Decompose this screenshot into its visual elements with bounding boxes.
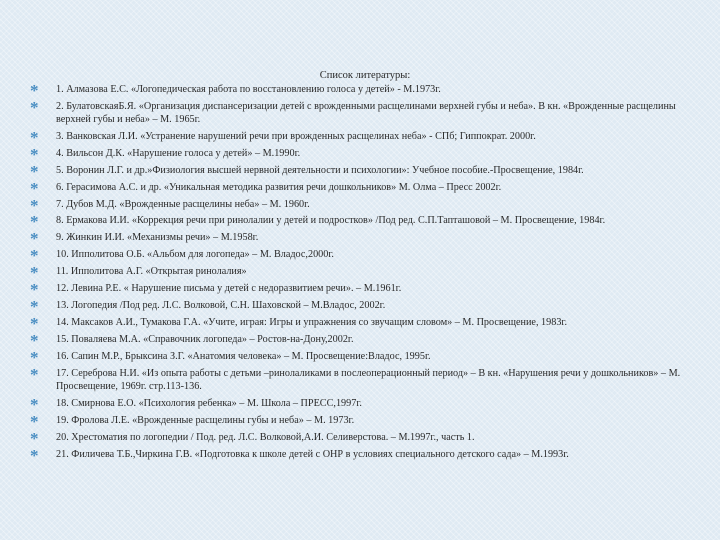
reference-text: 4. Вильсон Д.К. «Нарушение голоса у детей» – М.1990г. <box>56 147 301 159</box>
bullet-icon: * <box>30 297 39 317</box>
reference-text: 13. Логопедия /Под ред. Л.С. Волковой, С.Н. Шаховской – М.Владос, 2002г. <box>56 300 386 312</box>
bullet-icon: * <box>30 348 39 368</box>
reference-text: 5. Воронин Л.Г. и др.»Физиология высшей нервной деятельности и психологии»: Учебное пособие.-Просвещение, 1984г. <box>56 164 584 176</box>
bullet-icon: * <box>30 263 39 283</box>
list-item <box>30 348 712 368</box>
reference-text: 11. Ипполитова А.Г. «Открытая ринолалия» <box>56 266 247 278</box>
reference-text: 1. Алмазова Е.С. «Логопедическая работа по восстановлению голоса у детей» - М.1973г. <box>56 84 441 95</box>
bullet-icon: * <box>30 144 39 164</box>
reference-text: 7. Дубов М.Д. «Врожденные расщелины неба» – М. 1960г. <box>56 198 310 210</box>
list-item <box>30 445 712 465</box>
list-item <box>30 195 712 215</box>
bullet-icon: * <box>30 331 39 351</box>
bullet-icon: * <box>30 365 39 385</box>
reference-text: 10. Ипполитова О.Б. «Альбом для логопеда» – М. Владос,2000г. <box>56 249 334 261</box>
bullet-icon: * <box>30 411 39 431</box>
bullet-icon: * <box>30 178 39 198</box>
list-item <box>30 428 712 448</box>
list-item <box>30 161 712 181</box>
bullet-icon: * <box>30 428 39 448</box>
list-item <box>30 331 712 351</box>
page-title: Список литературы: <box>319 70 411 81</box>
list-item <box>30 97 712 126</box>
bullet-icon: * <box>30 229 39 249</box>
list-item <box>30 229 712 249</box>
list-item <box>30 144 712 164</box>
list-item <box>30 280 712 300</box>
list-item <box>30 365 712 393</box>
bullet-icon: * <box>30 445 39 465</box>
bullet-icon: * <box>30 97 39 117</box>
list-item <box>30 81 712 100</box>
list-item <box>30 127 712 147</box>
reference-text: 6. Герасимова А.С. и др. «Уникальная методика развития речи дошкольников» М. Олма – Пресс 2002г. <box>56 181 502 193</box>
reference-text: 16. Сапин М.Р., Брыксина З.Г. «Анатомия человека» – М. Просвещение:Владос, 1995г. <box>56 351 431 363</box>
reference-text: 21. Филичева Т.Б.,Чиркина Г.В. «Подготовка к школе детей с ОНР в условиях специального детского сада» – М.1993г. <box>56 448 569 460</box>
bullet-icon: * <box>30 246 39 266</box>
reference-text: 18. Смирнова Е.О. «Психология ребенка» – М. Школа – ПРЕСС,1997г. <box>56 397 362 409</box>
list-item <box>30 394 712 414</box>
bullet-icon: * <box>30 161 39 181</box>
bullet-icon: * <box>30 212 39 232</box>
bullet-icon: * <box>30 127 39 147</box>
list-item <box>30 263 712 283</box>
list-item <box>30 411 712 431</box>
reference-list <box>30 81 712 466</box>
reference-text: 2. БулатовскаяБ.Я. «Организация диспансеризации детей с врожденными расщелинами верхней губы и неба». В кн. «Врожденные расщелины верхней губы и неба» – М. 1965г. <box>56 100 676 125</box>
reference-text: 17. Сереброва Н.И. «Из опыта работы с детьми –ринолаликами в послеоперационный период» – В кн. «Нарушения речи у дошкольников» – М. Просвещение, 1969г. стр.113-136. <box>56 368 681 392</box>
bullet-icon: * <box>30 394 39 414</box>
bullet-icon: * <box>30 280 39 300</box>
reference-text: 20. Хрестоматия по логопедии / Под. ред. Л.С. Волковой,А.И. Селиверстова. – М.1997г., часть 1. <box>56 431 475 443</box>
reference-text: 14. Максаков А.И., Тумакова Г.А. «Учите, играя: Игры и упражнения со звучащим словом» – М. Просвещение, 1983г. <box>56 317 568 329</box>
list-item <box>30 297 712 317</box>
list-item <box>30 314 712 334</box>
reference-text: 3. Ванковская Л.И. «Устранение нарушений речи при врожденных расщелинах неба» - СПб; Гиппократ. 2000г. <box>56 130 536 142</box>
list-item <box>30 212 712 232</box>
reference-text: 15. Поваляева М.А. «Справочник логопеда» – Ростов-на-Дону,2002г. <box>56 334 354 346</box>
bullet-icon: * <box>30 81 39 100</box>
list-item <box>30 178 712 198</box>
reference-text: 12. Левина Р.Е. « Нарушение письма у детей с недоразвитием речи». – М.1961г. <box>56 283 402 295</box>
reference-text: 9. Жинкин И.И. «Механизмы речи» – М.1958г. <box>56 232 259 244</box>
bullet-icon: * <box>30 314 39 334</box>
list-item <box>30 246 712 266</box>
bullet-icon: * <box>30 195 39 215</box>
reference-text: 19. Фролова Л.Е. «Врожденные расщелины губы и неба» – М. 1973г. <box>56 414 355 426</box>
reference-text: 8. Ермакова И.И. «Коррекция речи при ринолалии у детей и подростков» /Под ред. С.П.Тапташовой – М. Просвещение, 1984г. <box>56 215 606 227</box>
